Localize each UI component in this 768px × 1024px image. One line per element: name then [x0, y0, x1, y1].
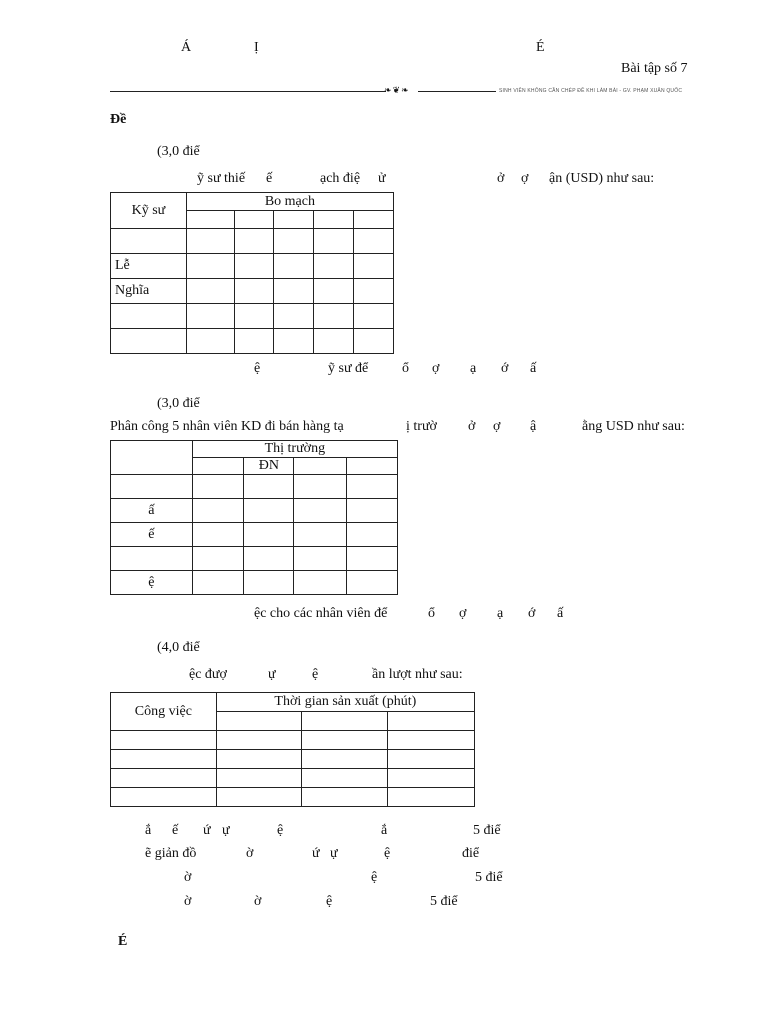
- q3-line-frag: ệ: [384, 846, 391, 861]
- title-fragment-2: Ị: [254, 40, 259, 55]
- q2-sub-header: ĐN: [244, 458, 294, 475]
- q3-line-frag: ự: [222, 823, 230, 838]
- q2-sub-header: [347, 458, 398, 475]
- q3-line-frag: 5 điể: [473, 823, 501, 838]
- footer-fragment: É: [118, 934, 128, 949]
- q2-question-frag: ạ: [497, 606, 504, 621]
- q2-sub-header: [192, 458, 244, 475]
- q2-row-label: ế: [111, 523, 193, 547]
- q2-row-label: [111, 547, 193, 571]
- q3-line-frag: ờ: [184, 870, 192, 885]
- q3-points: (4,0 điể: [157, 640, 200, 655]
- q2-question-frag: ấ: [557, 606, 564, 621]
- q2-row-label: ấ: [111, 499, 193, 523]
- q1-header-group: Bo mạch: [186, 193, 393, 211]
- q1-text-frag: ử: [378, 171, 386, 186]
- q3-text-frag: ự: [268, 667, 276, 682]
- q1-question-frag: ỹ sư để: [328, 361, 369, 376]
- q2-text-frag: ợ: [493, 419, 501, 434]
- de-label: Đề: [110, 112, 127, 127]
- q3-line-frag: ệ: [277, 823, 284, 838]
- q1-text-frag: ợ: [521, 171, 529, 186]
- q2-question-frag: ổ: [428, 606, 435, 621]
- q3-line-frag: ờ: [184, 894, 192, 909]
- q2-header-group: Thị trường: [192, 441, 397, 458]
- header-rule-left: [110, 91, 386, 92]
- q3-header-group: Thời gian sản xuất (phút): [216, 693, 474, 712]
- q1-row-label: [111, 329, 187, 354]
- q2-text-frag: ằng USD như sau:: [582, 419, 685, 434]
- q1-row-label: [111, 229, 187, 254]
- q3-text-frag: ệ: [312, 667, 319, 682]
- exercise-number: Bài tập số 7: [621, 61, 688, 76]
- q3-line-frag: ờ: [246, 846, 254, 861]
- title-fragment-1: Á: [181, 40, 192, 55]
- q2-sub-header: [294, 458, 347, 475]
- q1-question-frag: ợ: [432, 361, 440, 376]
- q1-text-frag: ở: [497, 171, 505, 186]
- q2-question-frag: ệc cho các nhân viên để: [254, 606, 388, 621]
- q1-text-frag: ế: [266, 171, 273, 186]
- q2-text-frag: ở: [468, 419, 476, 434]
- q3-line-frag: ệ: [371, 870, 378, 885]
- q2-points: (3,0 điể: [157, 396, 200, 411]
- q2-text-frag: ị trườ: [406, 419, 437, 434]
- q1-question-frag: ệ: [254, 361, 261, 376]
- q3-table: [110, 692, 475, 807]
- q1-row-label: Nghĩa: [111, 279, 187, 304]
- q3-line-frag: ờ: [254, 894, 262, 909]
- q1-question-frag: ớ: [501, 361, 509, 376]
- q2-text-start: Phân công 5 nhân viên KD đi bán hàng tạ: [110, 419, 344, 434]
- q1-text-frag: ỹ sư thiế: [197, 171, 246, 186]
- q1-question-frag: ạ: [470, 361, 477, 376]
- q2-table: [110, 440, 398, 595]
- q1-question-frag: ổ: [402, 361, 409, 376]
- q2-row-label: ệ: [111, 571, 193, 595]
- q3-line-frag: ế: [172, 823, 179, 838]
- q3-text-frag: ần lượt như sau:: [372, 667, 463, 682]
- title-fragment-3: É: [536, 40, 545, 55]
- header-note: SINH VIÊN KHÔNG CẦN CHÉP ĐỀ KHI LÀM BÀI - GV. PHẠM XUÂN QUỐC: [499, 88, 683, 94]
- q3-line-frag: ự: [330, 846, 338, 861]
- q2-question-frag: ớ: [528, 606, 536, 621]
- q3-line-frag: ệ: [326, 894, 333, 909]
- q2-question-frag: ợ: [459, 606, 467, 621]
- q2-row-label: [111, 475, 193, 499]
- q1-row-label: Lễ: [111, 254, 187, 279]
- q3-line-frag: ẽ giản đồ: [145, 846, 197, 861]
- q1-points: (3,0 điể: [157, 144, 200, 159]
- q1-text-frag: ận (USD) như sau:: [549, 171, 655, 186]
- q3-line-frag: 5 điể: [475, 870, 503, 885]
- q3-line-frag: ắ: [381, 823, 388, 838]
- q1-row-label: [111, 304, 187, 329]
- q3-line-frag: ứ: [203, 823, 211, 838]
- q3-header-left: Công việc: [111, 693, 217, 731]
- q3-line-frag: ắ: [145, 823, 152, 838]
- header-ornament: ❧❦❧: [384, 85, 410, 95]
- q1-header-left: Kỹ sư: [111, 193, 187, 229]
- q3-line-frag: ứ: [312, 846, 320, 861]
- q3-line-frag: 5 điể: [430, 894, 458, 909]
- q3-text-frag: ệc đượ: [189, 667, 227, 682]
- q2-text-frag: ậ: [530, 419, 537, 434]
- q3-line-frag: điể: [462, 846, 480, 861]
- header-rule-right: [418, 91, 496, 92]
- q1-question-frag: ấ: [530, 361, 537, 376]
- q1-text-frag: ạch điệ: [320, 171, 361, 186]
- q1-table: [110, 192, 394, 354]
